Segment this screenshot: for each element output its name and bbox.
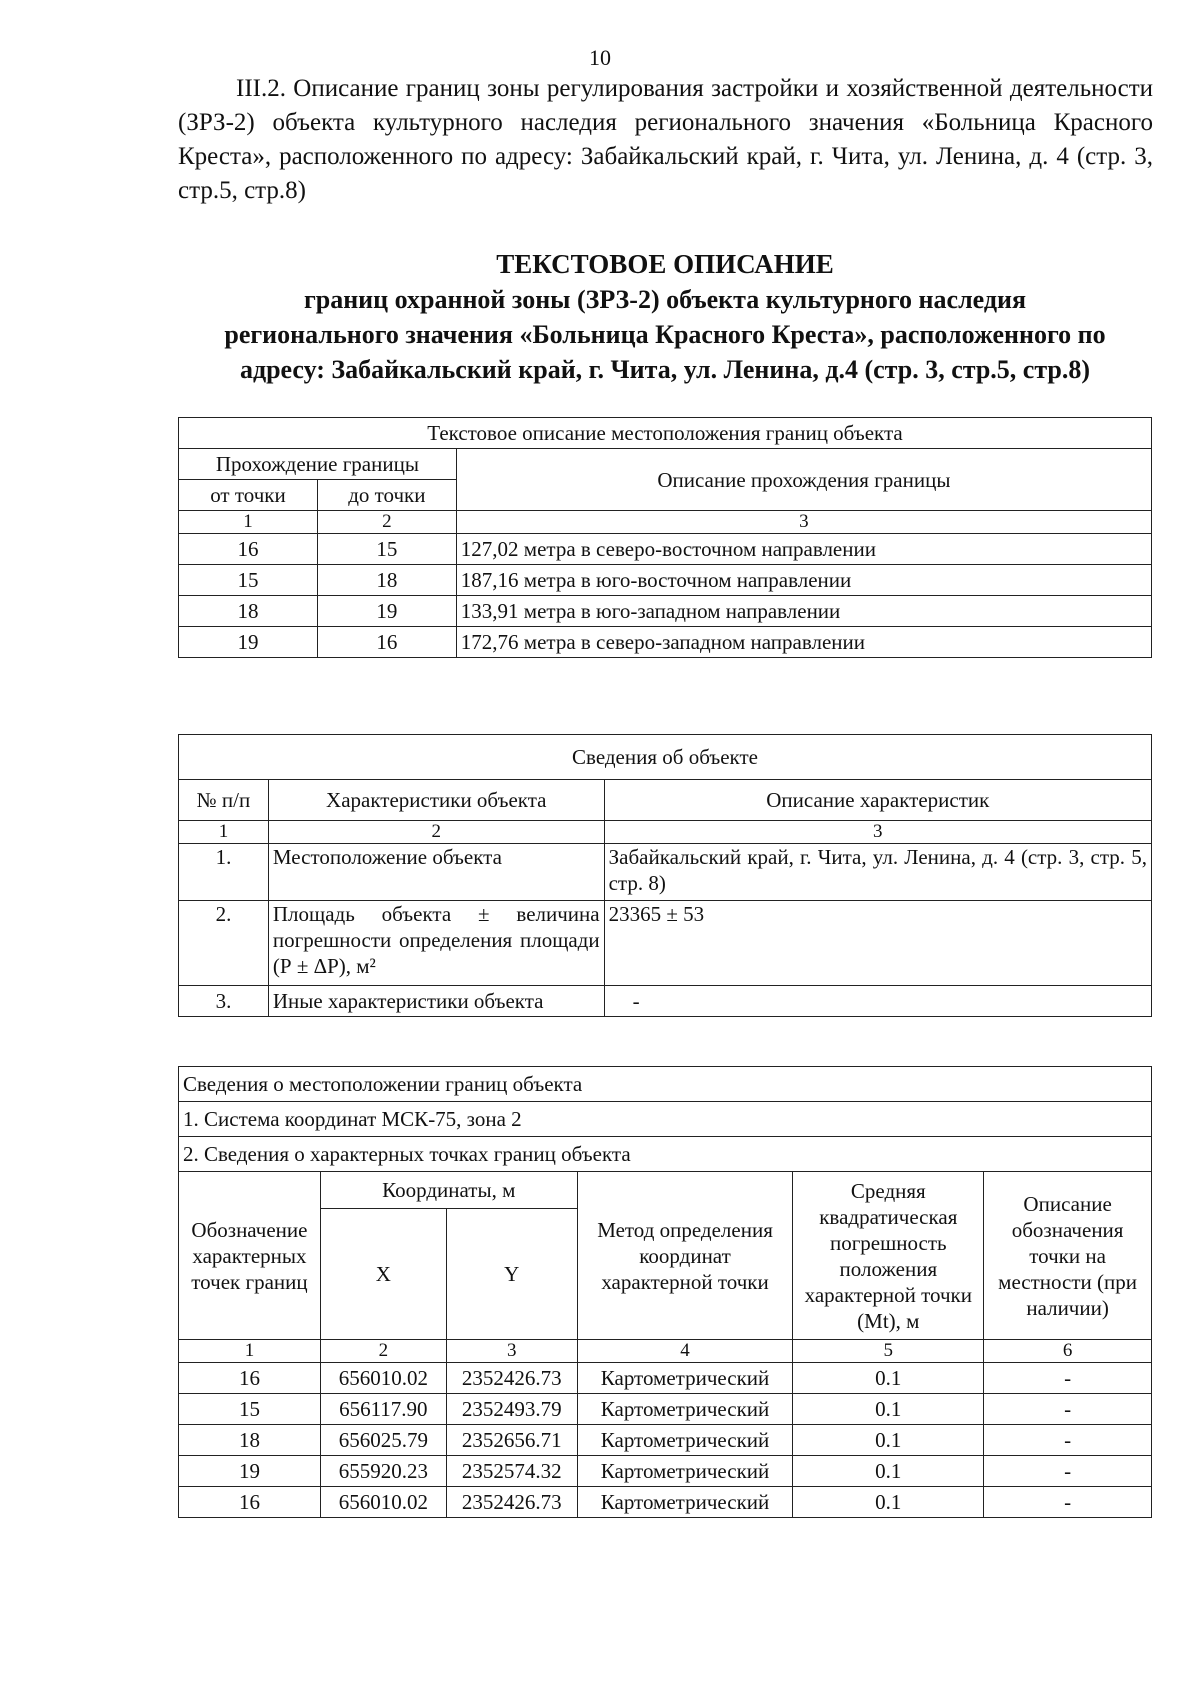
table-row <box>179 1456 1152 1487</box>
point-note: - <box>984 1363 1152 1394</box>
from-point: 15 <box>179 565 318 596</box>
to-point: 15 <box>317 534 456 565</box>
segment-description: 172,76 метра в северо-западном направлении <box>456 627 1151 658</box>
column-number: 3 <box>446 1340 577 1363</box>
column-header: X <box>320 1209 446 1340</box>
boundary-description-table <box>178 417 1152 658</box>
table-row <box>179 844 1152 901</box>
heading-line-2: границ охранной зоны (ЗРЗ-2) объекта культурного наследия <box>303 285 1027 314</box>
to-point: 18 <box>317 565 456 596</box>
column-number: 1 <box>179 1340 321 1363</box>
object-info-table <box>178 734 1152 1017</box>
characteristic: Местоположение объекта <box>268 844 604 901</box>
characteristic: Площадь объекта ± величина погрешности определения площади (Р ± ΔР), м² <box>268 901 604 986</box>
segment-description: 127,02 метра в северо-восточном направлении <box>456 534 1151 565</box>
intro-paragraph: III.2. Описание границ зоны регулирования застройки и хозяйственной деятельности (ЗРЗ-2) объекта культурного наследия регионального значения «Больница Красного Креста», расположенного по адресу: Забайкальский край, г. Чита, ул. Ленина, д. 4 (стр. 3, стр.5, стр.8) <box>178 75 1153 204</box>
table-row <box>179 986 1152 1017</box>
coordinate-y: 2352426.73 <box>446 1363 577 1394</box>
page-number: 10 <box>589 45 611 70</box>
coordinate-x: 655920.23 <box>320 1456 446 1487</box>
coordinate-x: 656010.02 <box>320 1487 446 1518</box>
point-label: 18 <box>179 1425 321 1456</box>
column-number: 4 <box>577 1340 793 1363</box>
coordinate-x: 656010.02 <box>320 1363 446 1394</box>
column-header: Описание обозначения точки на местности (при наличии) <box>984 1172 1152 1340</box>
column-number: 3 <box>456 511 1151 534</box>
coordinate-y: 2352426.73 <box>446 1487 577 1518</box>
point-note: - <box>984 1425 1152 1456</box>
segment-description: 133,91 метра в юго-западном направлении <box>456 596 1151 627</box>
table-row <box>179 596 1152 627</box>
characteristic-value: - <box>604 986 1151 1017</box>
table-row <box>179 627 1152 658</box>
column-header: Координаты, м <box>320 1172 577 1209</box>
table-title: Сведения о местоположении границ объекта <box>179 1067 1152 1102</box>
characteristic: Иные характеристики объекта <box>268 986 604 1017</box>
point-label: 19 <box>179 1456 321 1487</box>
to-point: 16 <box>317 627 456 658</box>
heading-title: ТЕКСТОВОЕ ОПИСАНИЕ <box>496 249 834 279</box>
point-label: 16 <box>179 1363 321 1394</box>
coordinate-y: 2352574.32 <box>446 1456 577 1487</box>
point-note: - <box>984 1394 1152 1425</box>
table-title: Текстовое описание местоположения границ объекта <box>179 418 1152 449</box>
column-header: от точки <box>179 480 318 511</box>
characteristic-value: Забайкальский край, г. Чита, ул. Ленина, д. 4 (стр. 3, стр. 5, стр. 8) <box>604 844 1151 901</box>
error-value: 0.1 <box>793 1363 984 1394</box>
table-title: Сведения об объекте <box>179 735 1152 780</box>
row-number: 2. <box>179 901 269 986</box>
column-number: 2 <box>317 511 456 534</box>
group-header: Прохождение границы <box>179 449 457 480</box>
table-row <box>179 1425 1152 1456</box>
method: Картометрический <box>577 1487 793 1518</box>
from-point: 18 <box>179 596 318 627</box>
from-point: 19 <box>179 627 318 658</box>
method: Картометрический <box>577 1394 793 1425</box>
error-value: 0.1 <box>793 1487 984 1518</box>
column-header: Метод определения координат характерной точки <box>577 1172 793 1340</box>
row-number: 3. <box>179 986 269 1017</box>
method: Картометрический <box>577 1425 793 1456</box>
column-number: 1 <box>179 511 318 534</box>
table-row <box>179 1394 1152 1425</box>
column-number: 3 <box>604 821 1151 844</box>
heading-line-4: адресу: Забайкальский край, г. Чита, ул. Ленина, д.4 (стр. 3, стр.5, стр.8) <box>239 355 1091 384</box>
coordinate-y: 2352493.79 <box>446 1394 577 1425</box>
error-value: 0.1 <box>793 1394 984 1425</box>
document-heading <box>170 246 1160 387</box>
points-section-title: 2. Сведения о характерных точках границ объекта <box>179 1137 1152 1172</box>
error-value: 0.1 <box>793 1456 984 1487</box>
table-row <box>179 534 1152 565</box>
table-row <box>179 1363 1152 1394</box>
column-header: до точки <box>317 480 456 511</box>
column-number: 5 <box>793 1340 984 1363</box>
heading-line-3: регионального значения «Больница Красного Креста», расположенного по <box>224 320 1106 349</box>
coordinate-y: 2352656.71 <box>446 1425 577 1456</box>
coordinate-system: 1. Система координат МСК-75, зона 2 <box>179 1102 1152 1137</box>
row-number: 1. <box>179 844 269 901</box>
error-value: 0.1 <box>793 1425 984 1456</box>
coordinate-x: 656025.79 <box>320 1425 446 1456</box>
table-row <box>179 1487 1152 1518</box>
column-number: 6 <box>984 1340 1152 1363</box>
column-header: Описание характеристик <box>604 780 1151 821</box>
coordinate-x: 656117.90 <box>320 1394 446 1425</box>
method: Картометрический <box>577 1363 793 1394</box>
column-header: Средняя квадратическая погрешность положения характерной точки (Mt), м <box>793 1172 984 1340</box>
table-row <box>179 565 1152 596</box>
column-number: 2 <box>320 1340 446 1363</box>
boundary-points-table <box>178 1066 1152 1518</box>
from-point: 16 <box>179 534 318 565</box>
table-row <box>179 901 1152 986</box>
point-label: 16 <box>179 1487 321 1518</box>
to-point: 19 <box>317 596 456 627</box>
point-note: - <box>984 1456 1152 1487</box>
column-header: Описание прохождения границы <box>456 449 1151 511</box>
segment-description: 187,16 метра в юго-восточном направлении <box>456 565 1151 596</box>
column-number: 2 <box>268 821 604 844</box>
characteristic-value: 23365 ± 53 <box>604 901 1151 986</box>
point-label: 15 <box>179 1394 321 1425</box>
method: Картометрический <box>577 1456 793 1487</box>
column-number: 1 <box>179 821 269 844</box>
column-header: Обозначение характерных точек границ <box>179 1172 321 1340</box>
column-header: № п/п <box>179 780 269 821</box>
column-header: Характеристики объекта <box>268 780 604 821</box>
point-note: - <box>984 1487 1152 1518</box>
column-header: Y <box>446 1209 577 1340</box>
